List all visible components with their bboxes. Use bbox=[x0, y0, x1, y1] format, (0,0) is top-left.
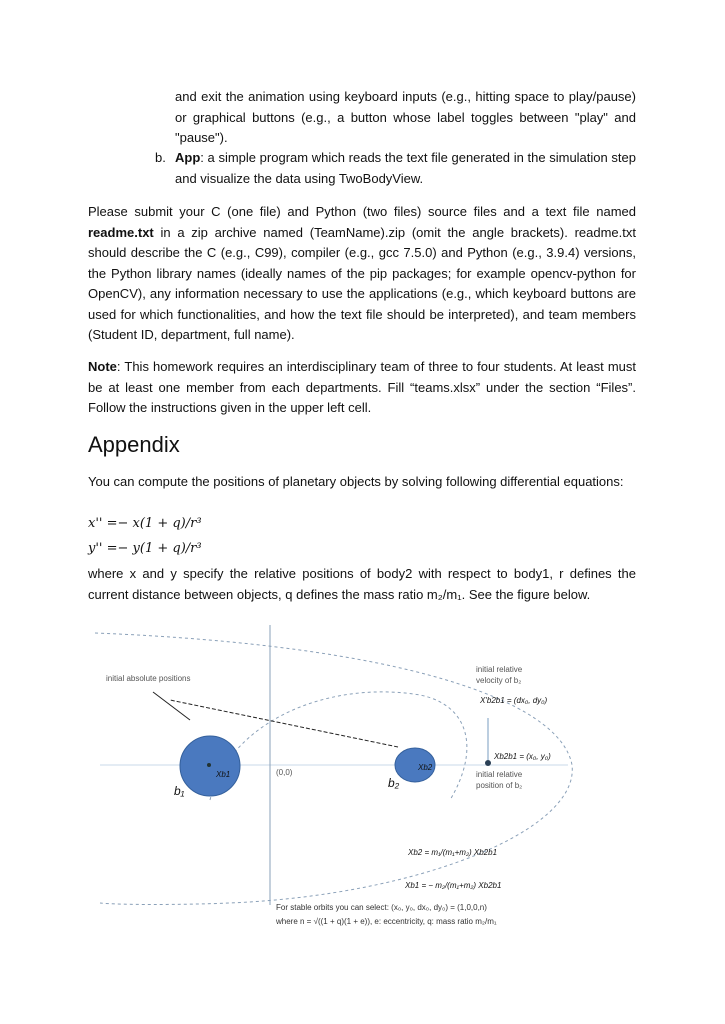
position-label: initial relative bbox=[476, 770, 523, 779]
position-label: position of b₂ bbox=[476, 781, 523, 790]
appendix-intro: You can compute the positions of planetary objects by solving following differential equations: bbox=[88, 474, 624, 489]
note-label: Note bbox=[88, 359, 117, 374]
list-item-app bbox=[175, 148, 636, 189]
text: : This homework requires an interdisciplinary team of three to four students. At least must be at least one member from each departments. Fill “teams.xlsx” under the section “Files”. Follow the instructions given in the upper left cell. bbox=[88, 359, 636, 415]
b1-label: b₁ bbox=[174, 784, 185, 798]
initial-absolute-label: initial absolute positions bbox=[106, 674, 191, 683]
pointer-arrow-b1 bbox=[153, 692, 190, 720]
relative-position-dot bbox=[485, 760, 491, 766]
position-equation: Xb2b1 = (x₀, y₀) bbox=[494, 752, 551, 761]
velocity-label: initial relative bbox=[476, 665, 523, 674]
b2-label: b₂ bbox=[388, 776, 400, 790]
velocity-label: velocity of b₂ bbox=[476, 676, 522, 685]
item-text: : a simple program which reads the text file generated in the simulation step and visualize the data using TwoBodyView. bbox=[175, 150, 636, 186]
xb2-equation: Xb2 = m₁/(m₁+m₂) Xb2b1 bbox=[408, 848, 498, 857]
equation-y: y'' =− y(1 + q)/r³ bbox=[88, 541, 202, 556]
term: App bbox=[175, 150, 201, 165]
b1-center bbox=[207, 763, 211, 767]
origin-label: (0,0) bbox=[276, 768, 293, 777]
velocity-equation: X'b2b1 = (dx₀, dy₀) bbox=[480, 696, 548, 705]
text: Please submit your C (one file) and Python (two files) source files and a text file named bbox=[88, 204, 636, 219]
stable-orbit-where: where n = √((1 + q)(1 + e)), e: eccentricity, q: mass ratio m₂/m₁ bbox=[276, 917, 497, 926]
xb2-label: Xb2 bbox=[418, 763, 433, 772]
xb1-label: Xb1 bbox=[216, 770, 231, 779]
list-continuation: and exit the animation using keyboard inputs (e.g., hitting space to play/pause) or graphical buttons (e.g., a button whose label toggles between "play" and "pause"). bbox=[175, 89, 636, 145]
xb1-equation: Xb1 = − m₂/(m₁+m₂) Xb2b1 bbox=[405, 881, 502, 890]
stable-orbit-note: For stable orbits you can select: (x₀, y₀, dx₀, dy₀) = (1,0,0,n) bbox=[276, 903, 487, 912]
orbit-b2 bbox=[210, 692, 467, 800]
appendix-heading: Appendix bbox=[88, 432, 180, 457]
list-marker: b. bbox=[155, 150, 166, 165]
text: in a zip archive named (TeamName).zip (omit the angle brackets). readme.txt should describe the C (e.g., C99), compiler (e.g., gcc 7.5.0) and Python (e.g., 3.9.4) versions, the Python library names (ideally names of the pip packages; for example opencv-python for OpenCV), any information necessary to use the applications (e.g., which keyboard buttons are used for which functionalities, and how the text file should be interpreted), and team members (Student ID, department, full name). bbox=[88, 224, 636, 342]
appendix-explanation: where x and y specify the relative positions of body2 with respect to body1, r defines the current distance between objects, q defines the mass ratio m₂/m₁. See the figure below. bbox=[88, 566, 636, 602]
filename: readme.txt bbox=[88, 224, 154, 240]
note-paragraph bbox=[88, 357, 636, 419]
equation-x: x'' =− x(1 + q)/r³ bbox=[88, 516, 202, 531]
submission-paragraph bbox=[88, 202, 636, 346]
two-body-figure bbox=[0, 620, 725, 940]
